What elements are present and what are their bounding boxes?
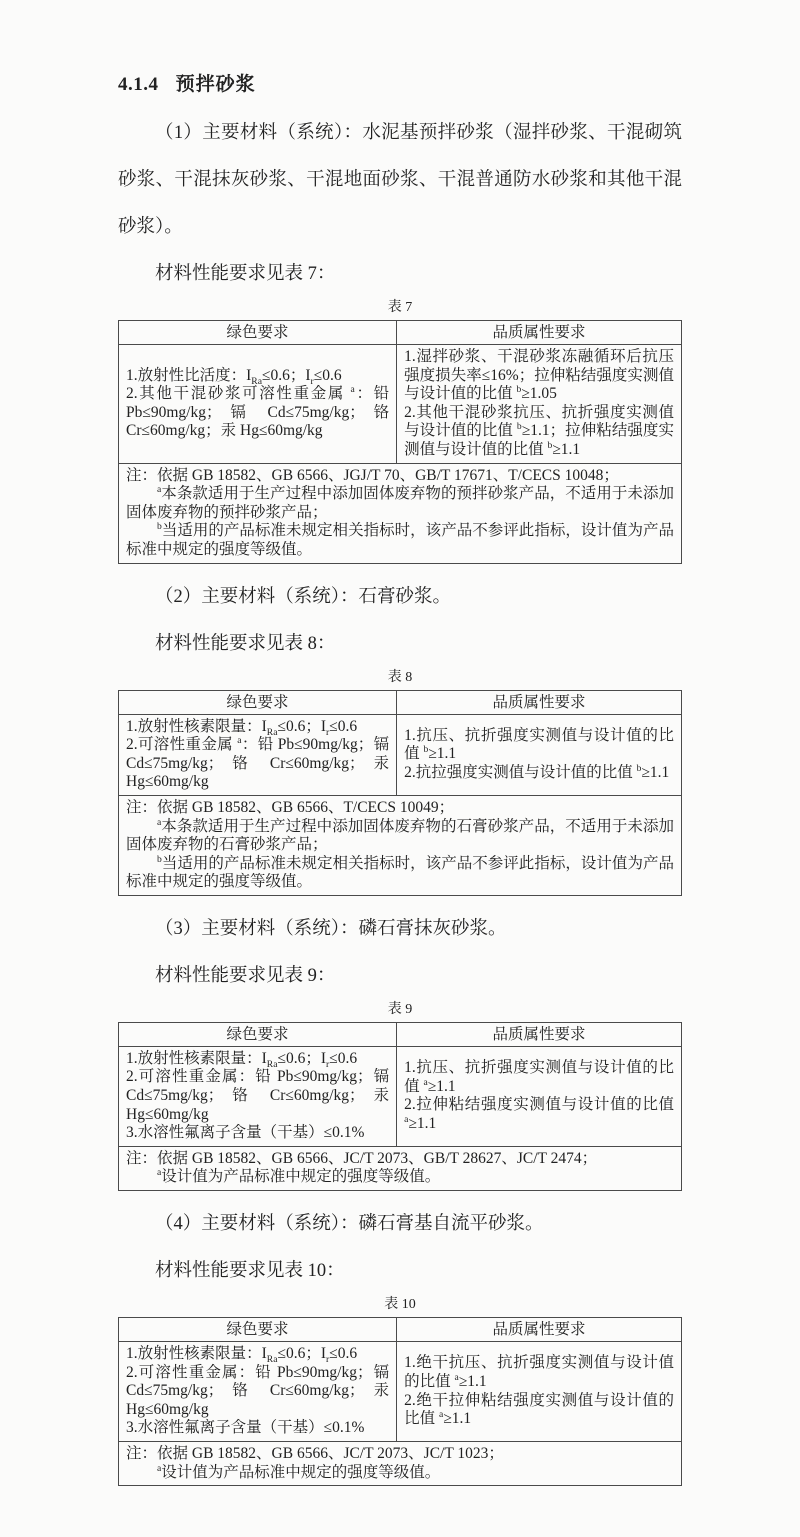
table-header-row (119, 690, 682, 714)
col-header-green: 绿色要求 (119, 1022, 397, 1046)
material-paragraph: （1）主要材料（系统）：水泥基预拌砂浆（湿拌砂浆、干混砌筑砂浆、干混抹灰砂浆、干混地面砂浆、干混普通防水砂浆和其他干混砂浆）。 (118, 123, 682, 237)
requirements-table-8 (118, 690, 682, 896)
table-body-row (119, 1046, 682, 1146)
col-header-green: 绿色要求 (119, 321, 397, 345)
requirement-item: 2.其他干混砂浆可溶性重金属 $^a$：铅 Pb≤90mg/kg；镉 Cd≤75mg/kg；铬 Cr≤60mg/kg；汞 Hg≤60mg/kg (126, 384, 390, 440)
col-header-quality: 品质属性要求 (397, 1318, 682, 1342)
note-line: 注：依据 GB 18582、GB 6566、JC/T 2073、JC/T 1023； (126, 1445, 504, 1462)
col-header-quality: 品质属性要求 (397, 1022, 682, 1046)
table-intro: 材料性能要求见表 10： (155, 1261, 345, 1282)
requirement-item: 3.水溶性氟离子含量（干基）≤0.1% (126, 1419, 365, 1437)
requirement-item: 2.可溶性重金属：铅 Pb≤90mg/kg；镉 Cd≤75mg/kg；铬 Cr≤60mg/kg；汞 Hg≤60mg/kg (126, 1363, 390, 1418)
green-requirements-cell (119, 1342, 397, 1442)
requirement-item: 1.抗压、抗折强度实测值与设计值的比值 $^a$≥1.1 (404, 1059, 674, 1095)
requirement-item: 2.绝干拉伸粘结强度实测值与设计值的比值 $^a$≥1.1 (404, 1391, 674, 1428)
note-line: $^b$当适用的产品标准未规定相关指标时，该产品不参评此指标，设计值为产品标准中规定的强度等级值。 (126, 521, 674, 558)
note-line: $^b$当适用的产品标准未规定相关指标时，该产品不参评此指标，设计值为产品标准中规定的强度等级值。 (126, 853, 674, 891)
section-phosphogypsum-plaster-mortar (118, 906, 682, 1191)
col-header-quality: 品质属性要求 (397, 690, 682, 714)
requirements-table-7 (118, 320, 682, 564)
note-line: $^a$本条款适用于生产过程中添加固体废弃物的石膏砂浆产品，不适用于未添加固体废弃物的石膏砂浆产品； (126, 816, 674, 854)
note-line: 注：依据 GB 18582、GB 6566、JGJ/T 70、GB/T 17671、T/CECS 10048； (126, 466, 619, 484)
requirement-item: 1.抗压、抗折强度实测值与设计值的比值 $^b$≥1.1 (404, 726, 674, 763)
quality-requirements-cell (397, 714, 682, 795)
requirement-item: 1.放射性核素限量：$I_{Ra}\le 0.6$；$I_r\le 0.6$ (126, 1049, 358, 1070)
note-line: 注：依据 GB 18582、GB 6566、JC/T 2073、GB/T 28627、JC/T 2474； (126, 1149, 598, 1167)
table-note-row (119, 1146, 682, 1190)
green-requirements-cell (119, 1046, 397, 1146)
table-note-cell (119, 463, 682, 563)
requirement-item: 1.湿拌砂浆、干混砂浆冻融循环后抗压强度损失率≤16%；拉伸粘结强度实测值与设计值的比值 $^b$≥1.05 (404, 348, 674, 403)
requirements-table-10 (118, 1317, 682, 1486)
table-note-row (119, 1442, 682, 1486)
col-header-quality: 品质属性要求 (397, 321, 682, 345)
note-line: $^a$设计值为产品标准中规定的强度等级值。 (157, 1462, 441, 1481)
material-paragraph: （2）主要材料（系统）：石膏砂浆。 (155, 586, 452, 607)
section-cement-premixed-mortar (118, 110, 682, 564)
table-caption: 表 8 (387, 669, 413, 685)
note-line: 注：依据 GB 18582、GB 6566、T/CECS 10049； (126, 798, 455, 816)
note-line: $^a$设计值为产品标准中规定的强度等级值。 (157, 1167, 441, 1186)
table-header-row (119, 1022, 682, 1046)
table-body-row (119, 714, 682, 795)
requirement-item: 2.其他干混砂浆抗压、抗折强度实测值与设计值的比值 $^b$≥1.1；拉伸粘结强度实测值与设计值的比值 $^b$≥1.1 (404, 403, 674, 458)
table-note-cell (119, 795, 682, 895)
table-intro: 材料性能要求见表 7： (155, 264, 336, 284)
quality-requirements-cell (397, 1342, 682, 1442)
table-note-row (119, 795, 682, 895)
requirement-item: 1.放射性核素限量：$I_{Ra}\le 0.6$；$I_r\le 0.6$ (126, 1345, 358, 1366)
section-gypsum-mortar (118, 574, 682, 896)
requirement-item: 2.抗拉强度实测值与设计值的比值 $^b$≥1.1 (404, 762, 670, 782)
note-line: $^a$本条款适用于生产过程中添加固体废弃物的预拌砂浆产品，不适用于未添加固体废弃物的预拌砂浆产品； (126, 484, 674, 521)
requirement-item: 2.可溶性重金属 $^a$：铅 Pb≤90mg/kg；镉 Cd≤75mg/kg；铬 Cr≤60mg/kg；汞 Hg≤60mg/kg (126, 734, 390, 791)
section-phosphogypsum-selfleveling-mortar (118, 1201, 682, 1486)
section-heading (118, 72, 682, 98)
table-body-row (119, 345, 682, 464)
table-header-row (119, 321, 682, 345)
col-header-green: 绿色要求 (119, 1318, 397, 1342)
requirement-item: 1.放射性核素限量：$I_{Ra}\le 0.6$；$I_r\le 0.6$ (126, 717, 358, 738)
table-intro: 材料性能要求见表 8： (155, 633, 336, 654)
quality-requirements-cell (397, 345, 682, 464)
section-number: 4.1.4 (118, 74, 159, 95)
green-requirements-cell (119, 714, 397, 795)
quality-requirements-cell (397, 1046, 682, 1146)
table-body-row (119, 1342, 682, 1442)
section-title: 预拌砂浆 (175, 74, 256, 95)
table-note-row (119, 463, 682, 563)
col-header-green: 绿色要求 (119, 690, 397, 714)
table-intro: 材料性能要求见表 9： (155, 965, 336, 986)
green-requirements-cell (119, 345, 397, 464)
table-note-cell (119, 1442, 682, 1486)
material-paragraph: （3）主要材料（系统）：磷石膏抹灰砂浆。 (155, 918, 507, 939)
requirement-item: 2.可溶性重金属：铅 Pb≤90mg/kg；镉 Cd≤75mg/kg；铬 Cr≤60mg/kg；汞 Hg≤60mg/kg (126, 1068, 390, 1123)
table-caption: 表 10 (384, 1297, 416, 1313)
requirements-table-9 (118, 1022, 682, 1191)
material-paragraph: （4）主要材料（系统）：磷石膏基自流平砂浆。 (155, 1214, 544, 1235)
table-caption: 表 9 (387, 1001, 413, 1017)
requirement-item: 2.拉伸粘结强度实测值与设计值的比值 $^a$≥1.1 (404, 1096, 674, 1132)
requirement-item: 1.绝干抗压、抗折强度实测值与设计值的比值 $^a$≥1.1 (404, 1354, 674, 1390)
table-caption: 表 7 (387, 300, 413, 315)
table-note-cell (119, 1146, 682, 1190)
table-header-row (119, 1318, 682, 1342)
requirement-item: 1.放射性比活度：$I_{Ra}\le 0.6$；$I_r\le 0.6$ (126, 366, 342, 387)
requirement-item: 3.水溶性氟离子含量（干基）≤0.1% (126, 1124, 365, 1142)
